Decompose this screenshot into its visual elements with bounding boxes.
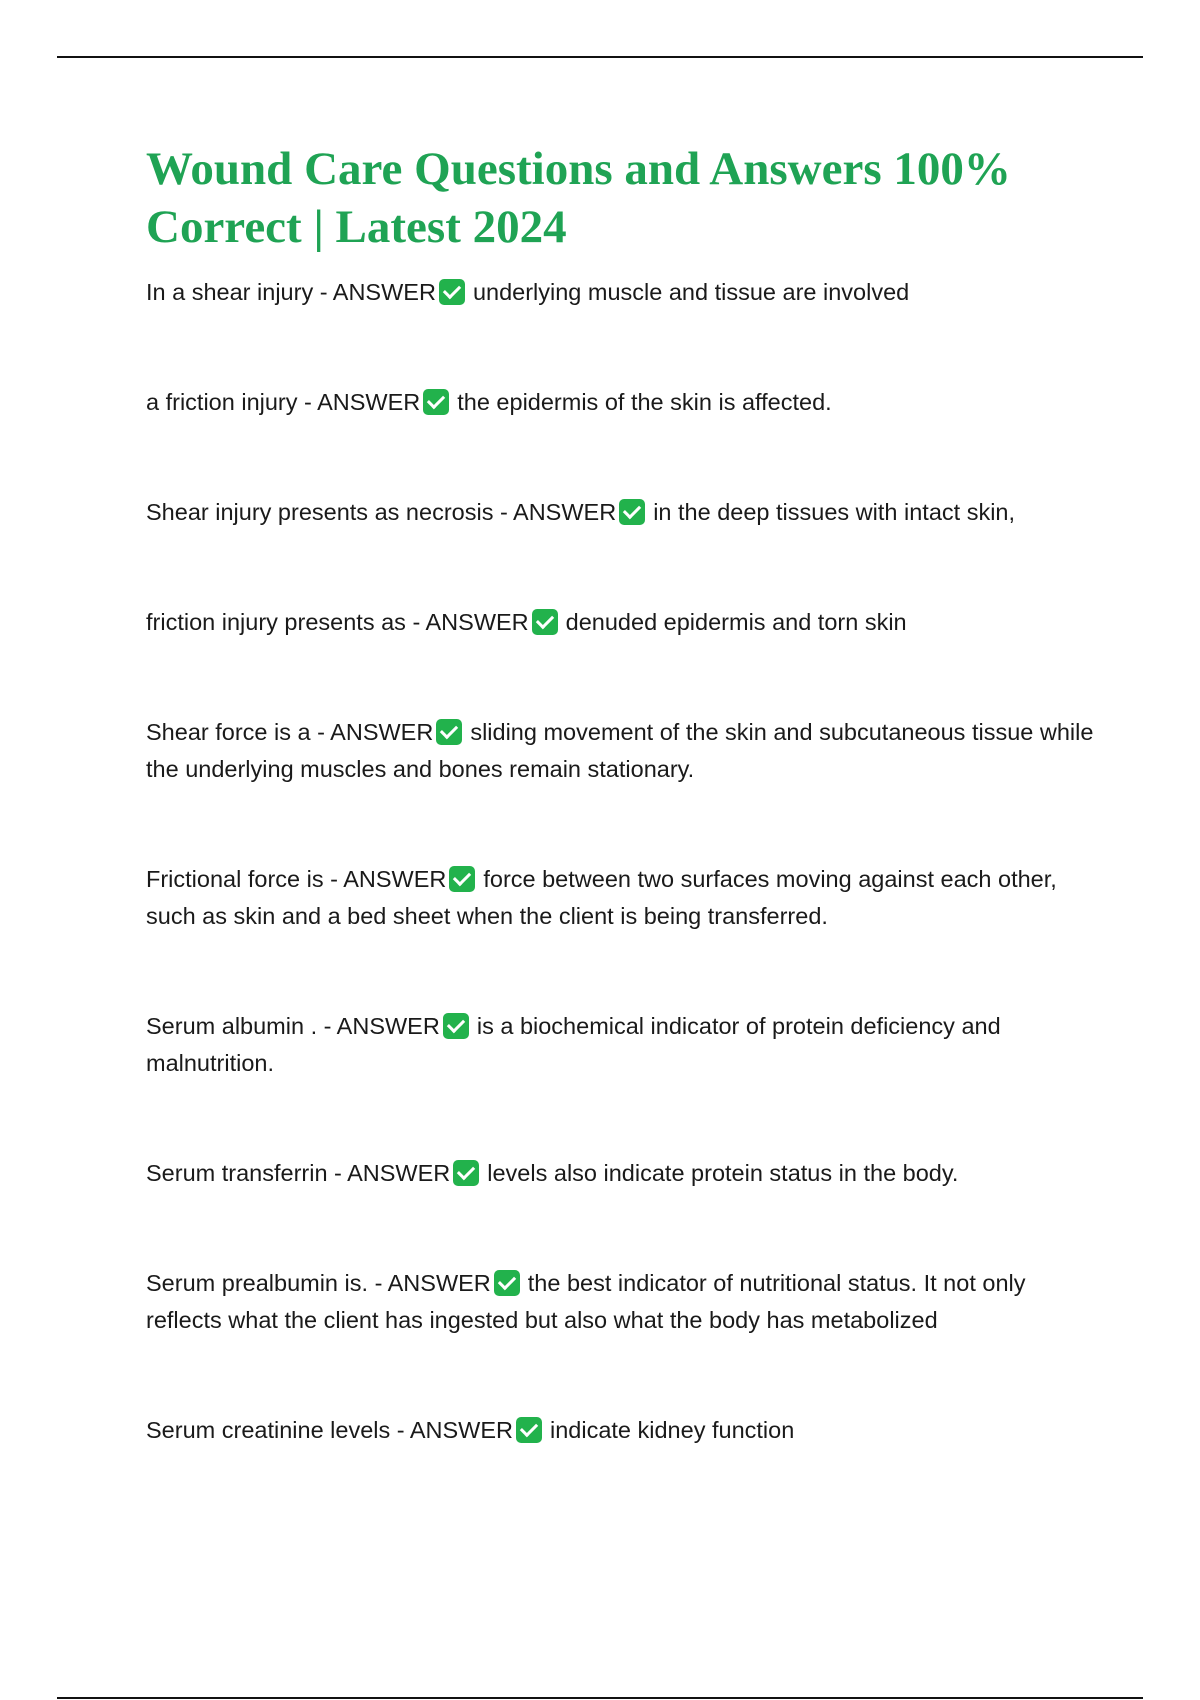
qa-question: a friction injury - ANSWER	[146, 389, 421, 415]
qa-answer: is a biochemical indicator of protein deficiency and malnutrition.	[146, 1013, 1001, 1076]
qa-item	[146, 861, 1101, 935]
qa-answer: sliding movement of the skin and subcutaneous tissue while the underlying muscles and bones remain stationary.	[146, 719, 1094, 782]
qa-item	[146, 494, 1101, 531]
document-title: Wound Care Questions and Answers 100% Correct | Latest 2024	[146, 143, 1011, 253]
check-mark-icon	[453, 1160, 479, 1186]
qa-item	[146, 1412, 1101, 1449]
qa-question: In a shear injury - ANSWER	[146, 279, 436, 305]
qa-question: Serum creatinine levels - ANSWER	[146, 1417, 513, 1443]
qa-answer: in the deep tissues with intact skin,	[653, 499, 1016, 525]
qa-item	[146, 1265, 1101, 1339]
qa-item	[146, 384, 1101, 421]
qa-answer: levels also indicate protein status in the body.	[487, 1160, 959, 1186]
check-mark-icon	[494, 1270, 520, 1296]
qa-answer: force between two surfaces moving against each other, such as skin and a bed sheet when the client is being transferred.	[146, 866, 1057, 929]
check-mark-icon	[439, 279, 465, 305]
qa-question: Serum prealbumin is. - ANSWER	[146, 1270, 491, 1296]
qa-answer: the epidermis of the skin is affected.	[457, 389, 832, 415]
check-mark-icon	[443, 1013, 469, 1039]
qa-question: Serum transferrin - ANSWER	[146, 1160, 451, 1186]
check-mark-icon	[423, 389, 449, 415]
qa-item	[146, 274, 1101, 311]
top-rule	[57, 56, 1143, 58]
qa-question: friction injury presents as - ANSWER	[146, 609, 529, 635]
check-mark-icon	[532, 609, 558, 635]
check-mark-icon	[449, 866, 475, 892]
check-mark-icon	[516, 1417, 542, 1443]
check-mark-icon	[619, 499, 645, 525]
qa-item	[146, 1008, 1101, 1082]
qa-answer: underlying muscle and tissue are involved	[472, 279, 910, 305]
qa-question: Frictional force is - ANSWER	[146, 866, 447, 892]
qa-list	[146, 274, 1101, 1449]
qa-question: Shear force is a - ANSWER	[146, 719, 434, 745]
qa-answer: indicate kidney function	[549, 1417, 795, 1443]
qa-item	[146, 1155, 1101, 1192]
qa-item	[146, 714, 1101, 788]
bottom-rule	[57, 1697, 1143, 1699]
qa-question: Shear injury presents as necrosis - ANSWER	[146, 499, 617, 525]
qa-item	[146, 604, 1101, 641]
qa-question: Serum albumin . - ANSWER	[146, 1013, 440, 1039]
qa-answer: denuded epidermis and torn skin	[565, 609, 907, 635]
document-body	[146, 140, 1101, 1522]
qa-answer: the best indicator of nutritional status. It not only reflects what the client has ingested but also what the body has metabolized	[146, 1270, 1026, 1333]
check-mark-icon	[436, 719, 462, 745]
